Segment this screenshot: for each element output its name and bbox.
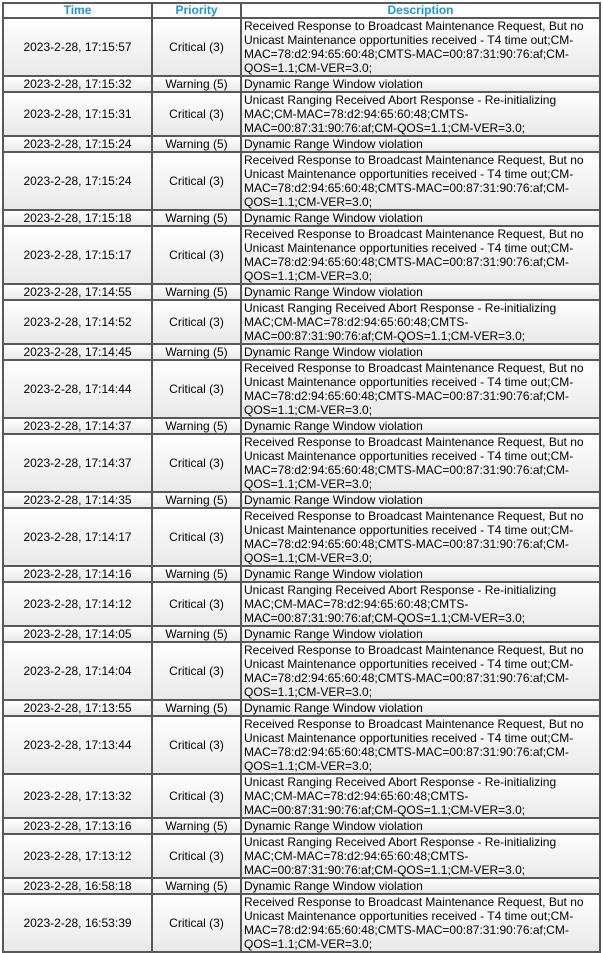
event-priority: Warning (5) [152, 492, 241, 508]
event-description: Dynamic Range Window violation [241, 818, 600, 834]
table-row [3, 716, 600, 774]
event-time: 2023-2-28, 17:14:45 [3, 344, 152, 360]
event-time: 2023-2-28, 17:13:16 [3, 818, 152, 834]
event-description: Dynamic Range Window violation [241, 626, 600, 642]
event-description: Received Response to Broadcast Maintenance Request, But no Unicast Maintenance opportunities received - T4 time out;CM-MAC=78:d2:94:65:60:48;CMTS-MAC=00:87:31:90:76:af;CM-QOS=1.1;CM-VER=3.0; [241, 894, 600, 952]
event-priority: Critical (3) [152, 642, 241, 700]
event-description: Dynamic Range Window violation [241, 700, 600, 716]
table-header-row [3, 3, 600, 18]
event-description: Received Response to Broadcast Maintenance Request, But no Unicast Maintenance opportunities received - T4 time out;CM-MAC=78:d2:94:65:60:48;CMTS-MAC=00:87:31:90:76:af;CM-QOS=1.1;CM-VER=3.0; [241, 360, 600, 418]
event-time: 2023-2-28, 17:13:32 [3, 774, 152, 818]
event-priority: Critical (3) [152, 434, 241, 492]
table-row [3, 226, 600, 284]
event-priority: Critical (3) [152, 716, 241, 774]
event-time: 2023-2-28, 16:58:18 [3, 878, 152, 894]
event-description: Received Response to Broadcast Maintenance Request, But no Unicast Maintenance opportunities received - T4 time out;CM-MAC=78:d2:94:65:60:48;CMTS-MAC=00:87:31:90:76:af;CM-QOS=1.1;CM-VER=3.0; [241, 152, 600, 210]
table-row [3, 492, 600, 508]
event-priority: Critical (3) [152, 226, 241, 284]
table-row [3, 92, 600, 136]
event-description: Dynamic Range Window violation [241, 878, 600, 894]
event-priority: Warning (5) [152, 626, 241, 642]
event-time: 2023-2-28, 17:14:37 [3, 418, 152, 434]
event-priority: Critical (3) [152, 834, 241, 878]
table-row [3, 76, 600, 92]
event-priority: Warning (5) [152, 210, 241, 226]
table-row [3, 136, 600, 152]
event-priority: Critical (3) [152, 18, 241, 76]
table-row [3, 152, 600, 210]
event-description: Dynamic Range Window violation [241, 492, 600, 508]
event-time: 2023-2-28, 17:14:05 [3, 626, 152, 642]
event-priority: Warning (5) [152, 700, 241, 716]
event-priority: Critical (3) [152, 894, 241, 952]
event-time: 2023-2-28, 17:14:55 [3, 284, 152, 300]
table-row [3, 834, 600, 878]
event-priority: Critical (3) [152, 300, 241, 344]
event-time: 2023-2-28, 17:13:44 [3, 716, 152, 774]
event-description: Received Response to Broadcast Maintenance Request, But no Unicast Maintenance opportunities received - T4 time out;CM-MAC=78:d2:94:65:60:48;CMTS-MAC=00:87:31:90:76:af;CM-QOS=1.1;CM-VER=3.0; [241, 226, 600, 284]
event-time: 2023-2-28, 17:13:12 [3, 834, 152, 878]
table-row [3, 508, 600, 566]
event-priority: Warning (5) [152, 566, 241, 582]
table-row [3, 626, 600, 642]
event-priority: Warning (5) [152, 136, 241, 152]
column-header-description[interactable]: Description [241, 3, 600, 18]
table-row [3, 642, 600, 700]
table-row [3, 774, 600, 818]
event-priority: Critical (3) [152, 92, 241, 136]
event-description: Dynamic Range Window violation [241, 136, 600, 152]
event-time: 2023-2-28, 17:14:44 [3, 360, 152, 418]
event-time: 2023-2-28, 17:15:18 [3, 210, 152, 226]
event-description: Received Response to Broadcast Maintenance Request, But no Unicast Maintenance opportunities received - T4 time out;CM-MAC=78:d2:94:65:60:48;CMTS-MAC=00:87:31:90:76:af;CM-QOS=1.1;CM-VER=3.0; [241, 434, 600, 492]
event-log-body [3, 18, 600, 952]
table-row [3, 18, 600, 76]
event-description: Unicast Ranging Received Abort Response - Re-initializing MAC;CM-MAC=78:d2:94:65:60:48;CMTS-MAC=00:87:31:90:76:af;CM-QOS=1.1;CM-VER=3.0; [241, 92, 600, 136]
event-description: Unicast Ranging Received Abort Response - Re-initializing MAC;CM-MAC=78:d2:94:65:60:48;CMTS-MAC=00:87:31:90:76:af;CM-QOS=1.1;CM-VER=3.0; [241, 582, 600, 626]
event-time: 2023-2-28, 17:13:55 [3, 700, 152, 716]
event-time: 2023-2-28, 17:15:24 [3, 136, 152, 152]
column-header-time[interactable]: Time [3, 3, 152, 18]
table-row [3, 894, 600, 952]
event-time: 2023-2-28, 17:14:12 [3, 582, 152, 626]
table-row [3, 878, 600, 894]
event-time: 2023-2-28, 17:14:17 [3, 508, 152, 566]
event-time: 2023-2-28, 17:14:37 [3, 434, 152, 492]
table-row [3, 210, 600, 226]
event-time: 2023-2-28, 17:15:24 [3, 152, 152, 210]
event-time: 2023-2-28, 17:15:57 [3, 18, 152, 76]
event-time: 2023-2-28, 17:15:17 [3, 226, 152, 284]
event-description: Dynamic Range Window violation [241, 210, 600, 226]
event-time: 2023-2-28, 17:14:35 [3, 492, 152, 508]
event-priority: Warning (5) [152, 344, 241, 360]
event-priority: Critical (3) [152, 774, 241, 818]
event-priority: Critical (3) [152, 152, 241, 210]
event-priority: Warning (5) [152, 76, 241, 92]
event-priority: Critical (3) [152, 360, 241, 418]
table-row [3, 582, 600, 626]
event-description: Dynamic Range Window violation [241, 344, 600, 360]
event-priority: Critical (3) [152, 582, 241, 626]
event-description: Dynamic Range Window violation [241, 76, 600, 92]
event-time: 2023-2-28, 17:14:04 [3, 642, 152, 700]
event-time: 2023-2-28, 17:15:32 [3, 76, 152, 92]
event-time: 2023-2-28, 17:14:16 [3, 566, 152, 582]
event-description: Received Response to Broadcast Maintenance Request, But no Unicast Maintenance opportunities received - T4 time out;CM-MAC=78:d2:94:65:60:48;CMTS-MAC=00:87:31:90:76:af;CM-QOS=1.1;CM-VER=3.0; [241, 508, 600, 566]
event-description: Dynamic Range Window violation [241, 284, 600, 300]
event-priority: Warning (5) [152, 878, 241, 894]
event-time: 2023-2-28, 16:53:39 [3, 894, 152, 952]
table-row [3, 418, 600, 434]
event-description: Received Response to Broadcast Maintenance Request, But no Unicast Maintenance opportunities received - T4 time out;CM-MAC=78:d2:94:65:60:48;CMTS-MAC=00:87:31:90:76:af;CM-QOS=1.1;CM-VER=3.0; [241, 18, 600, 76]
event-description: Unicast Ranging Received Abort Response - Re-initializing MAC;CM-MAC=78:d2:94:65:60:48;CMTS-MAC=00:87:31:90:76:af;CM-QOS=1.1;CM-VER=3.0; [241, 834, 600, 878]
table-row [3, 818, 600, 834]
event-priority: Warning (5) [152, 284, 241, 300]
event-time: 2023-2-28, 17:15:31 [3, 92, 152, 136]
event-description: Received Response to Broadcast Maintenance Request, But no Unicast Maintenance opportunities received - T4 time out;CM-MAC=78:d2:94:65:60:48;CMTS-MAC=00:87:31:90:76:af;CM-QOS=1.1;CM-VER=3.0; [241, 716, 600, 774]
event-description: Dynamic Range Window violation [241, 566, 600, 582]
table-row [3, 360, 600, 418]
event-priority: Critical (3) [152, 508, 241, 566]
event-priority: Warning (5) [152, 418, 241, 434]
event-log-table [2, 2, 601, 953]
table-row [3, 284, 600, 300]
event-time: 2023-2-28, 17:14:52 [3, 300, 152, 344]
event-priority: Warning (5) [152, 818, 241, 834]
event-description: Unicast Ranging Received Abort Response - Re-initializing MAC;CM-MAC=78:d2:94:65:60:48;CMTS-MAC=00:87:31:90:76:af;CM-QOS=1.1;CM-VER=3.0; [241, 774, 600, 818]
event-description: Received Response to Broadcast Maintenance Request, But no Unicast Maintenance opportunities received - T4 time out;CM-MAC=78:d2:94:65:60:48;CMTS-MAC=00:87:31:90:76:af;CM-QOS=1.1;CM-VER=3.0; [241, 642, 600, 700]
table-row [3, 300, 600, 344]
event-description: Dynamic Range Window violation [241, 418, 600, 434]
table-row [3, 566, 600, 582]
table-row [3, 700, 600, 716]
table-row [3, 344, 600, 360]
column-header-priority[interactable]: Priority [152, 3, 241, 18]
table-row [3, 434, 600, 492]
event-description: Unicast Ranging Received Abort Response - Re-initializing MAC;CM-MAC=78:d2:94:65:60:48;CMTS-MAC=00:87:31:90:76:af;CM-QOS=1.1;CM-VER=3.0; [241, 300, 600, 344]
